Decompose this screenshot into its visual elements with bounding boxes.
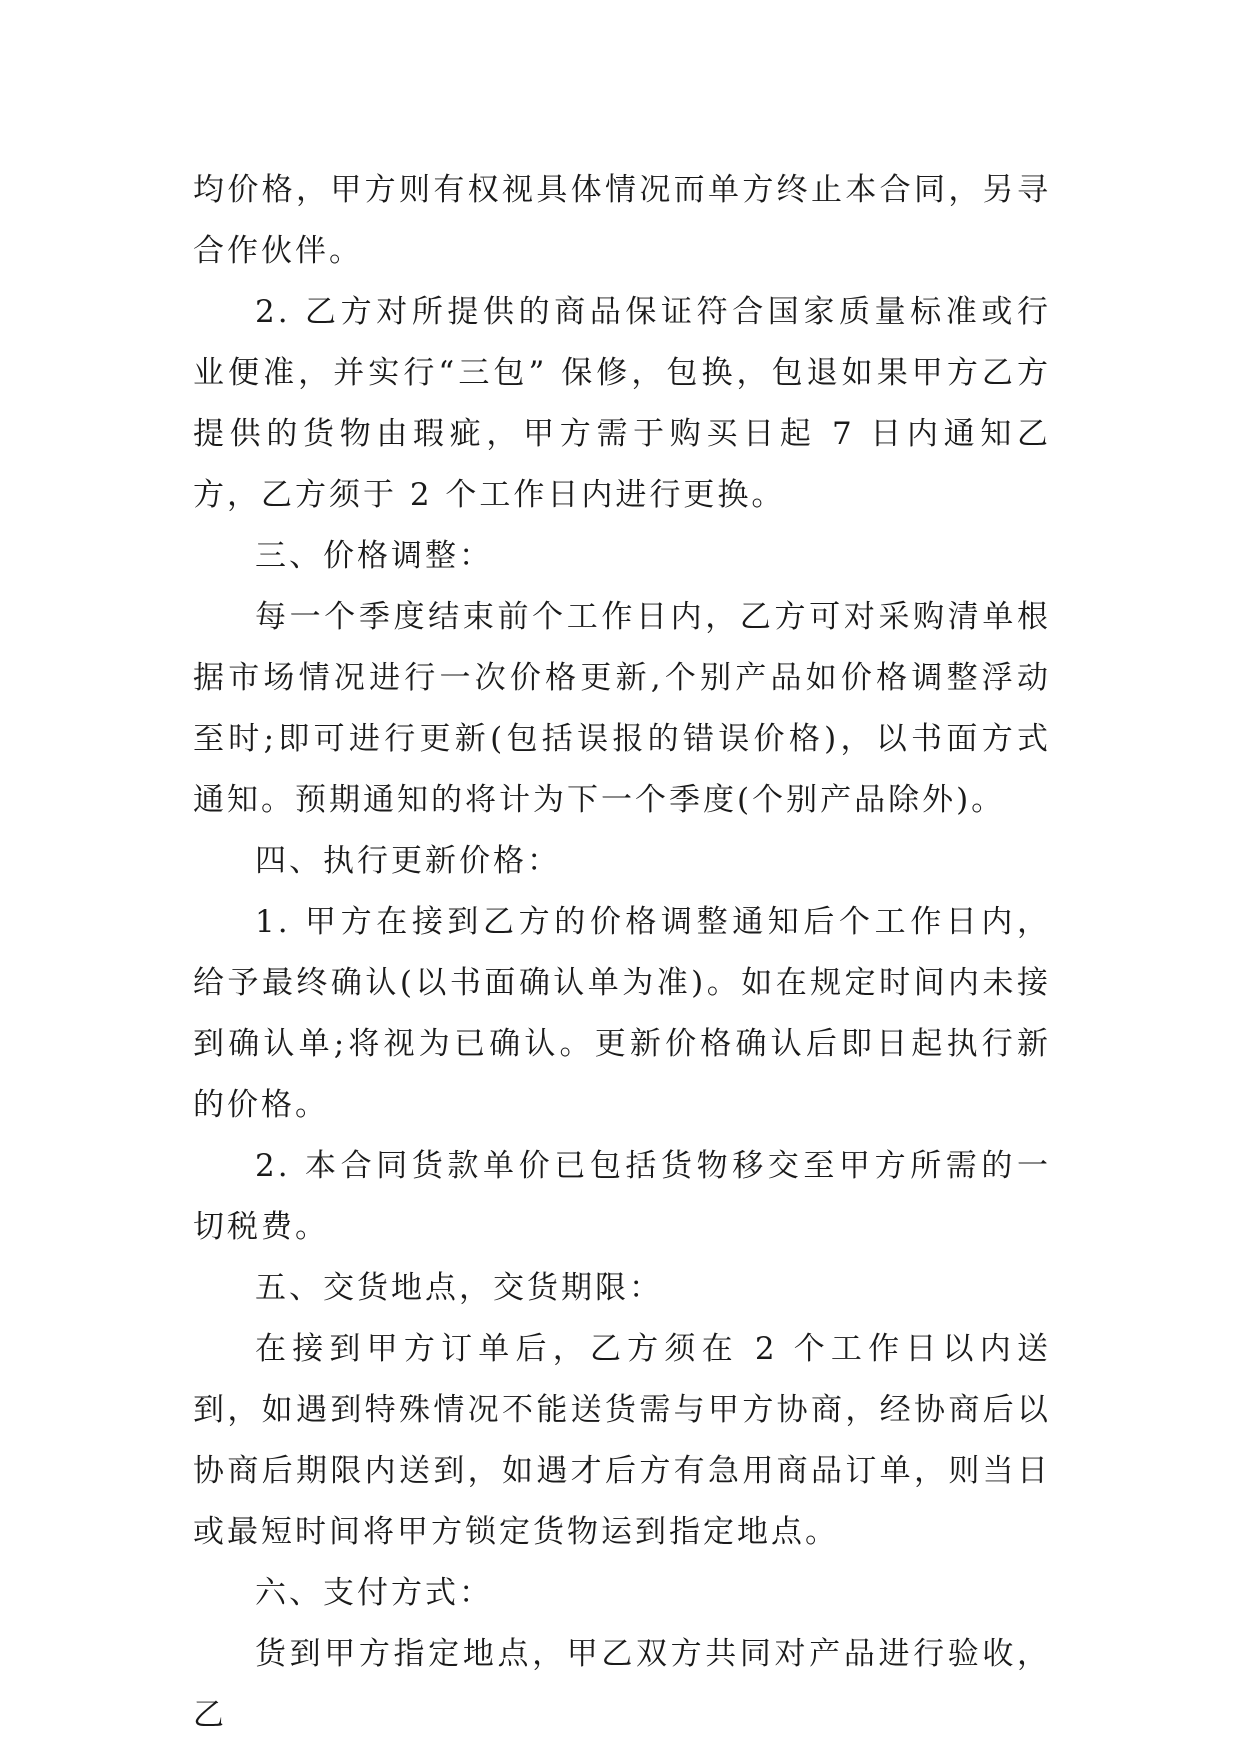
section-heading-execute-price: 四、执行更新价格： — [255, 843, 561, 879]
paragraph-delivery: 在接到甲方订单后，乙方须在 2 个工作日以内送到，如遇到特殊情况不能送货需与甲方协商，经协商后以协商后期限内送到，如遇才后方有急用商品订单，则当日或最短时间将甲方锁定货物运到指定地点。 — [193, 1331, 1051, 1550]
section-heading-payment: 六、支付方式： — [255, 1575, 493, 1611]
section-heading-price-adjustment: 三、价格调整： — [255, 538, 493, 574]
paragraph-execute-price-1: 1. 甲方在接到乙方的价格调整通知后个工作日内，给予最终确认(以书面确认单为准)。如在规定时间内未接到确认单;将视为已确认。更新价格确认后即日起执行新的价格。 — [193, 904, 1051, 1123]
paragraph-execute-price-2: 2. 本合同货款单价已包括货物移交至甲方所需的一切税费。 — [193, 1148, 1051, 1245]
paragraph-clause-2-quality: 2. 乙方对所提供的商品保证符合国家质量标准或行业便准，并实行“三包” 保修，包换，包退如果甲方乙方提供的货物由瑕疵，甲方需于购买日起 7 日内通知乙方，乙方须于 2 个工作日内进行更换。 — [193, 294, 1051, 513]
paragraph-payment: 货到甲方指定地点，甲乙双方共同对产品进行验收，乙 — [193, 1636, 1051, 1733]
section-heading-delivery: 五、交货地点，交货期限： — [255, 1270, 663, 1306]
paragraph-continuation: 均价格，甲方则有权视具体情况而单方终止本合同，另寻合作伙伴。 — [193, 172, 1051, 269]
paragraph-price-adjustment: 每一个季度结束前个工作日内，乙方可对采购清单根据市场情况进行一次价格更新,个别产品如价格调整浮动至时;即可进行更新(包括误报的错误价格)，以书面方式通知。预期通知的将计为下一个季度(个别产品除外)。 — [193, 599, 1051, 818]
document-body — [193, 160, 1051, 1746]
